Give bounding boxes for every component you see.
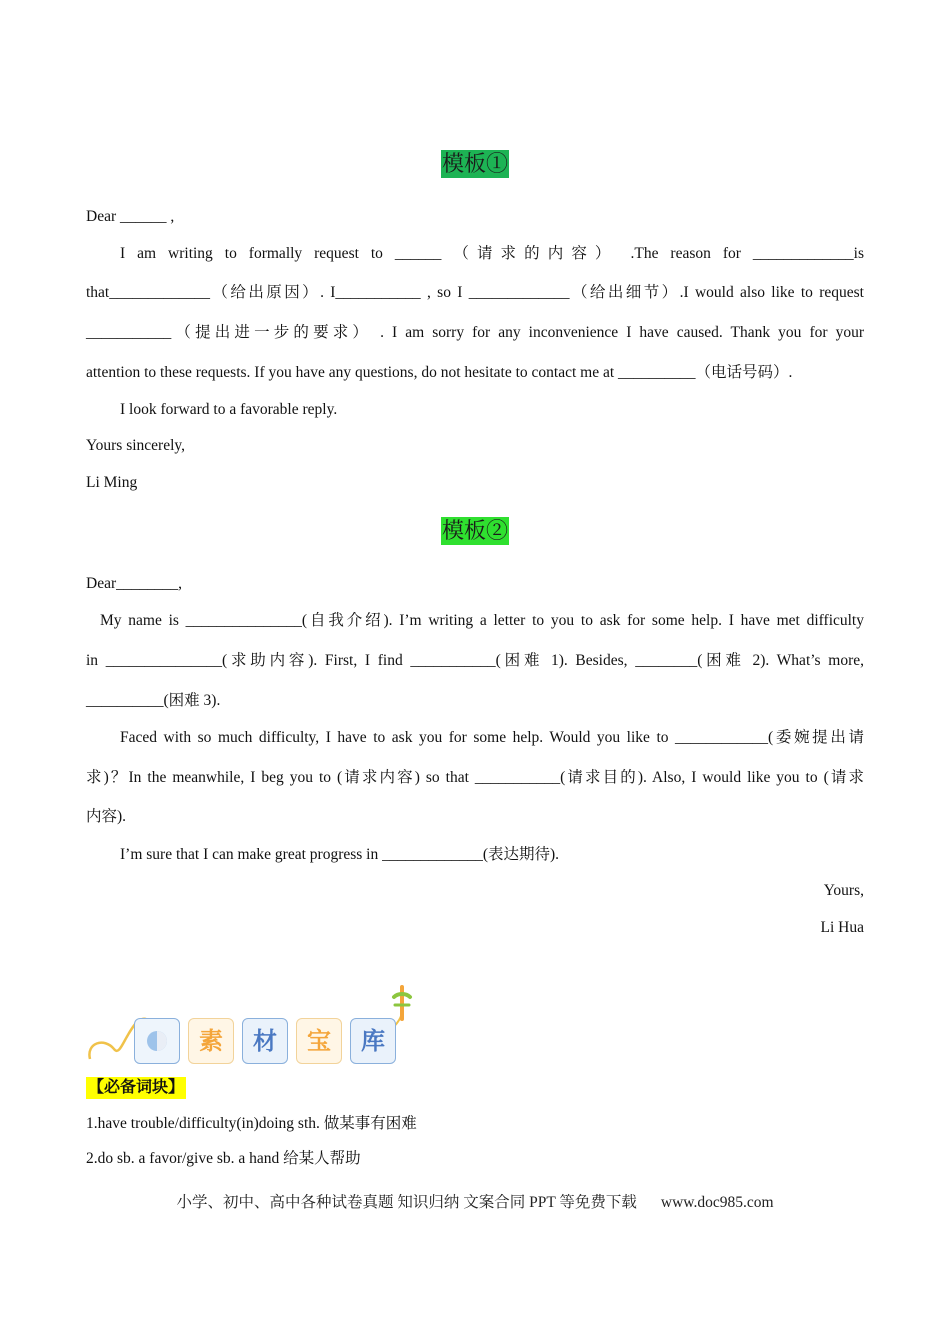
section-tag: 【必备词块】 bbox=[86, 1077, 186, 1099]
banner-char-4-text: 库 bbox=[361, 1027, 385, 1055]
template-1-para1-line2: that_____________（给出原因）. I___________ , so I _____________（给出细节）.I would also like to request bbox=[86, 284, 864, 301]
banner-char-3-text: 宝 bbox=[307, 1027, 331, 1055]
footer-url[interactable]: www.doc985.com bbox=[660, 1194, 774, 1211]
material-library-banner bbox=[86, 985, 426, 1065]
template-1-para1-line1: I am writing to formally request to ______ （请求的内容） .The reason for _____________is bbox=[120, 245, 864, 262]
template-2-para2-line2: 求)？In the meanwhile, I beg you to (请求内容) so that ___________(请求目的). Also, I would like you to (请求 bbox=[86, 769, 864, 786]
banner-char-1 bbox=[188, 1018, 234, 1064]
phrase-item-2: 2.do sb. a favor/give sb. a hand 给某人帮助 bbox=[86, 1150, 361, 1167]
template-1-para1-line3: ___________（提出进一步的要求） . I am sorry for any inconvenience I have caused. Thank you for your bbox=[86, 324, 864, 341]
template-1-para2: I look forward to a favorable reply. bbox=[120, 401, 338, 418]
template-2-greeting: Dear________, bbox=[86, 575, 182, 592]
template-2-signature: Li Hua bbox=[820, 919, 864, 936]
phrase-item-1: 1.have trouble/difficulty(in)doing sth. 做某事有困难 bbox=[86, 1115, 417, 1132]
template-1-greeting: Dear ______ , bbox=[86, 208, 175, 225]
footer-text: 小学、初中、高中各种试卷真题 知识归纳 文案合同 PPT 等免费下载 bbox=[176, 1194, 637, 1211]
template-2-closing: Yours, bbox=[823, 882, 864, 899]
template-1-closing: Yours sincerely, bbox=[86, 437, 186, 454]
banner-char-2 bbox=[242, 1018, 288, 1064]
template-2-para1-line3: __________(困难 3). bbox=[86, 692, 221, 709]
template-2-para1-line1: My name is _______________(自我介绍). I’m writing a letter to you to ask for some help. I have met difficulty bbox=[100, 612, 864, 629]
template-2-para1-line2: in _______________(求助内容). First, I find ___________(困难 1). Besides, ________(困难 2). What’s more, bbox=[86, 652, 864, 669]
banner-circle-box bbox=[134, 1018, 180, 1064]
page-footer bbox=[0, 1190, 950, 1212]
template-2-para2-line3: 内容). bbox=[86, 808, 127, 825]
banner-char-2-text: 材 bbox=[253, 1027, 277, 1055]
template-1-heading: 模板① bbox=[441, 151, 508, 176]
banner-char-1-text: 素 bbox=[199, 1027, 223, 1055]
template-1-para1-line4: attention to these requests. If you have any questions, do not hesitate to contact me at __________（电话号码）. bbox=[86, 364, 793, 381]
half-circle-icon bbox=[135, 1019, 179, 1063]
template-2-para3: I’m sure that I can make great progress in _____________(表达期待). bbox=[120, 846, 560, 863]
banner-char-3 bbox=[296, 1018, 342, 1064]
banner-char-4 bbox=[350, 1018, 396, 1064]
template-2-para2-line1: Faced with so much difficulty, I have to ask you for some help. Would you like to ____________(委婉提出请 bbox=[120, 729, 864, 746]
template-1-signature: Li Ming bbox=[86, 474, 138, 491]
template-2-heading: 模板② bbox=[441, 518, 508, 543]
